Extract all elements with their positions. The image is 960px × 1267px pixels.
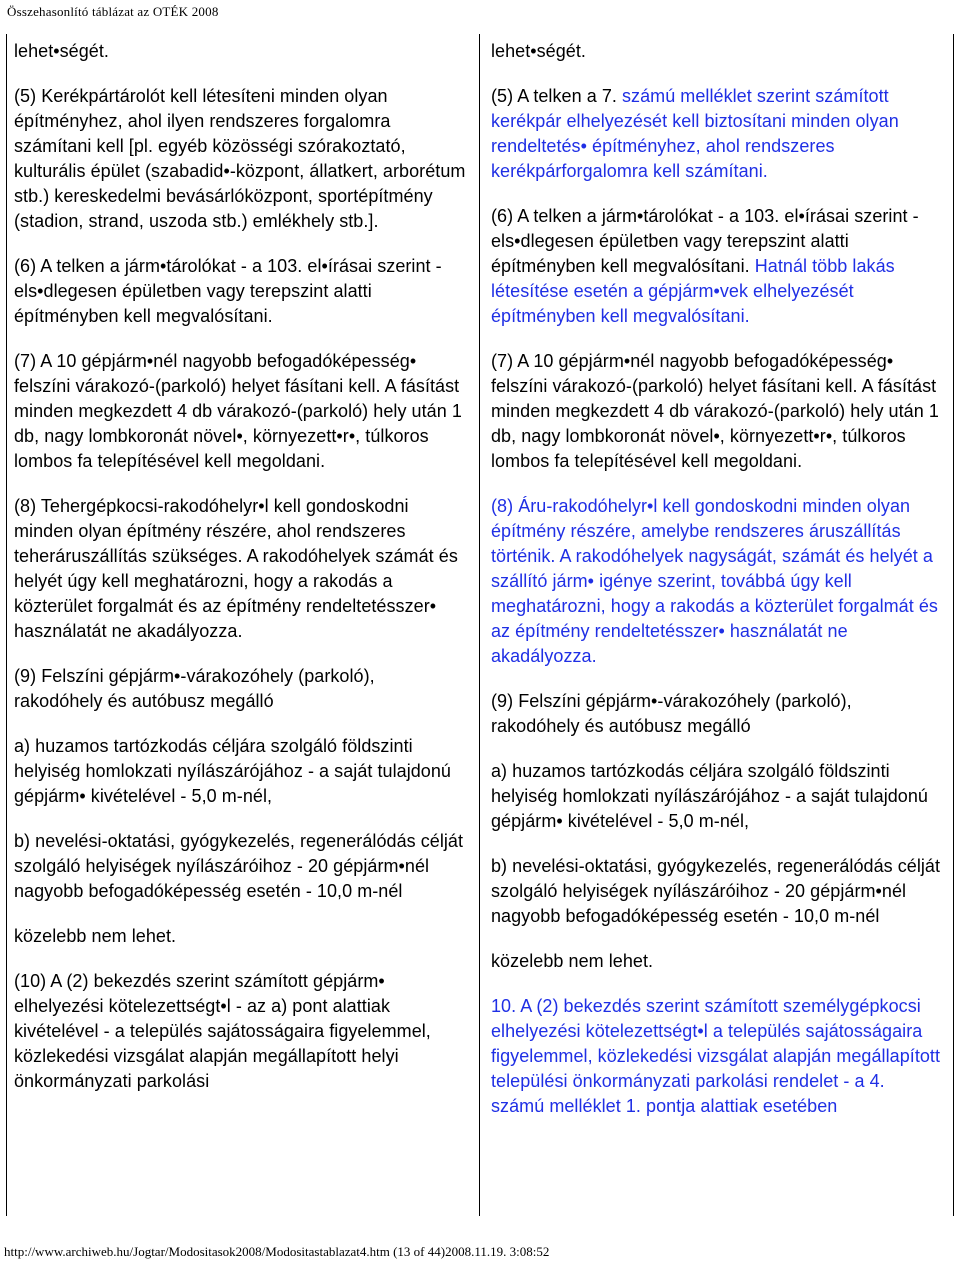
left-paragraph-closing: közelebb nem lehet. bbox=[14, 926, 177, 946]
left-paragraph-7: (7) A 10 gépjárm•nél nagyobb befogadóképesség• felszíni várakozó-(parkoló) helyet fásítani kell. A fásítást minden megkezdett 4 db várakozó-(parkoló) hely után 1 db, nagy lombkoronát növel•, környezett•r•, túlkoros lombos fa telepítésével kell megoldani. bbox=[14, 351, 462, 471]
right-paragraph-5-modified: számú melléklet szerint számított kerékpár elhelyezését kell biztosítani minden olyan rendeltetés• építményhez, ahol rendszeres kerékpárforgalomra kell számítani. bbox=[491, 86, 899, 181]
left-paragraph-0: lehet•ségét. bbox=[14, 41, 109, 61]
left-paragraph-9a: a) huzamos tartózkodás céljára szolgáló földszinti helyiség homlokzati nyílászárójához - a saját tulajdonú gépjárm• kivételével - 5,0 m-nél, bbox=[14, 736, 451, 806]
right-paragraph-8-modified: (8) Áru-rakodóhelyr•l kell gondoskodni minden olyan építmény részére, amelybe rendszeres áruszállítás történik. A rakodóhelyek nagyságát, számát és helyét a szállító járm• igénye szerint, továbbá úgy kell meghatározni, hogy a rakodás a közterület forgalmát és az építmény rendeltetésszer• használatát ne akadályozza. bbox=[491, 496, 938, 666]
right-paragraph-5-unchanged: (5) A telken a 7. bbox=[491, 86, 622, 106]
left-paragraph-9b: b) nevelési-oktatási, gyógykezelés, regenerálódás célját szolgáló helyiségek nyílászáróihoz - 20 gépjárm•nél nagyobb befogadóképesség esetén - 10,0 m-nél bbox=[14, 831, 464, 901]
right-paragraph-0: lehet•ségét. bbox=[491, 41, 586, 61]
right-paragraph-6-unchanged: (6) A telken a járm•tárolókat - a 103. el•írásai szerint - els•dlegesen épületben vagy terepszint alatti építményben kell megvalósítani. bbox=[491, 206, 919, 276]
right-paragraph-10-modified: 10. A (2) bekezdés szerint számított személygépkocsi elhelyezési kötelezettségt•l a település sajátosságaira figyelemmel, közlekedési vizsgálat alapján megállapított települési önkormányzati parkolási rendelet - a 4. számú melléklet 1. pontja alattiak esetében bbox=[491, 996, 941, 1116]
right-paragraph-9: (9) Felszíni gépjárm•-várakozóhely (parkoló), rakodóhely és autóbusz megálló bbox=[491, 691, 852, 736]
left-paragraph-10: (10) A (2) bekezdés szerint számított gépjárm• elhelyezési kötelezettségt•l - az a) pont alattiak kivételével - a település sajátosságaira figyelemmel, közlekedési vizsgálat alapján megállapított helyi önkormányzati parkolási bbox=[14, 971, 431, 1091]
left-paragraph-6: (6) A telken a járm•tárolókat - a 103. el•írásai szerint - els•dlegesen épületben vagy terepszint alatti építményben kell megvalósítani. bbox=[14, 256, 442, 326]
left-paragraph-9: (9) Felszíni gépjárm•-várakozóhely (parkoló), rakodóhely és autóbusz megálló bbox=[14, 666, 375, 711]
page-header-title: Összehasonlító táblázat az OTÉK 2008 bbox=[7, 4, 219, 19]
right-paragraph-closing: közelebb nem lehet. bbox=[491, 951, 654, 971]
page-footer-url: http://www.archiweb.hu/Jogtar/Modositasok2008/Modositastablazat4.htm (13 of 44)2008.11.19. 3:08:52 bbox=[4, 1244, 550, 1259]
right-paragraph-9b: b) nevelési-oktatási, gyógykezelés, regenerálódás célját szolgáló helyiségek nyílászáróihoz - 20 gépjárm•nél nagyobb befogadóképesség esetén - 10,0 m-nél bbox=[491, 856, 941, 926]
table-right-border bbox=[953, 34, 954, 1216]
left-paragraph-5: (5) Kerékpártárolót kell létesíteni minden olyan építményhez, ahol ilyen rendszeres forgalomra számítani kell [pl. egyéb közösségi szórakoztató, kulturális épület (szabadid•-központ, állatkert, arborétum stb.) kereskedelmi bevásárlóközpont, sportépítmény (stadion, strand, uszoda stb.) emlékhely stb.]. bbox=[14, 86, 466, 231]
right-paragraph-9a: a) huzamos tartózkodás céljára szolgáló földszinti helyiség homlokzati nyílászárójához - a saját tulajdonú gépjárm• kivételével - 5,0 m-nél, bbox=[491, 761, 928, 831]
right-column-new-text bbox=[491, 35, 943, 1139]
right-paragraph-5 bbox=[491, 84, 943, 184]
table-column-divider bbox=[479, 34, 480, 1216]
left-paragraph-8: (8) Tehergépkocsi-rakodóhelyr•l kell gondoskodni minden olyan építmény részére, ahol rendszeres teheráruszállítás szükséges. A rakodóhelyek számát és helyét úgy kell meghatározni, hogy a rakodás a közterület forgalmát és az építmény rendeltetésszer• használatát ne akadályozza. bbox=[14, 496, 458, 641]
right-paragraph-6 bbox=[491, 204, 943, 329]
right-paragraph-6-modified: Hatnál több lakás létesítése esetén a gépjárm•vek elhelyezését építményben kell megvalósítani. bbox=[491, 256, 895, 326]
table-left-border bbox=[6, 34, 7, 1216]
left-column-old-text bbox=[14, 35, 466, 1114]
right-paragraph-7: (7) A 10 gépjárm•nél nagyobb befogadóképesség• felszíni várakozó-(parkoló) helyet fásítani kell. A fásítást minden megkezdett 4 db várakozó-(parkoló) hely után 1 db, nagy lombkoronát növel•, környezett•r•, túlkoros lombos fa telepítésével kell megoldani. bbox=[491, 351, 939, 471]
